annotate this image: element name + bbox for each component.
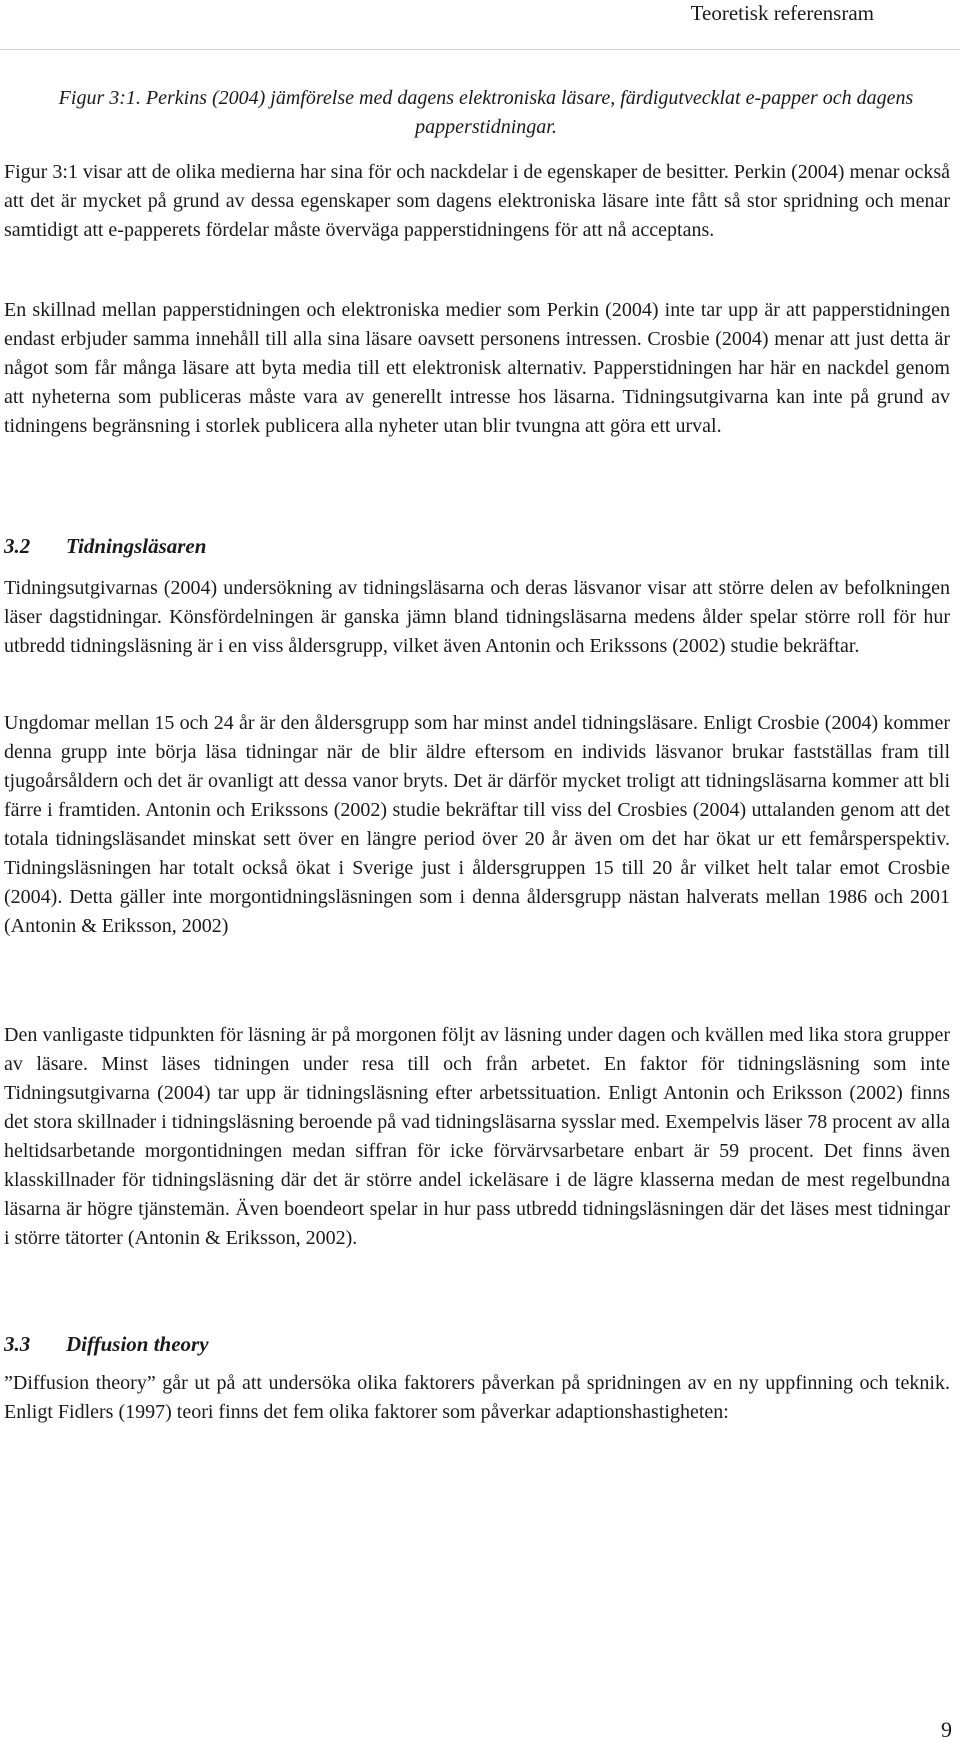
section-3-3-paragraph-1: ”Diffusion theory” går ut på att undersöka olika faktorers påverkan på spridningen av en ny uppfinning och teknik. Enligt Fidlers (1997) teori finns det fem olika faktorer som påverkar adaptionshastigheten: xyxy=(4,1372,950,1423)
section-3-2-paragraph-2: Ungdomar mellan 15 och 24 år är den åldersgrupp som har minst andel tidningsläsare. Enligt Crosbie (2004) kommer denna grupp inte börja läsa tidningar när de blir äldre eftersom en individs läsvanor brukar fastställas fram till tjugoårsåldern och det är ovanligt att dessa vanor bryts. Det är därför mycket troligt att tidningsläsarna kommer att bli färre i framtiden. Antonin och Erikssons (2002) studie bekräftar till viss del Crosbies (2004) uttalanden genom att det totala tidningsläsandet minskat sett över en längre period över 20 år även om det har ökat ur ett femårsperspektiv. Tidningsläsningen har totalt också ökat i Sverige just i åldersgruppen 15 till 20 år vilket helt talar emot Crosbie (2004). Detta gäller inte morgontidningsläsningen som i denna åldersgrupp nästan halverats mellan 1986 och 2001 (Antonin & Eriksson, 2002) xyxy=(4,712,950,937)
section-3-2-paragraph-1-block xyxy=(4,574,950,661)
running-header: Teoretisk referensram xyxy=(690,1,874,25)
section-3-3-paragraph-1-block xyxy=(4,1369,950,1427)
section-3-2-paragraph-3: Den vanligaste tidpunkten för läsning är på morgonen följt av läsning under dagen och kvällen med lika stora grupper av läsare. Minst läses tidningen under resa till och från arbetet. En faktor för tidningsläsning som inte Tidningsutgivarna (2004) tar upp är tidningsläsning efter arbetssituation. Enligt Antonin och Eriksson (2002) finns det stora skillnader i tidningsläsning beroende på vad tidningsläsarna sysslar med. Exempelvis läser 78 procent av alla heltidsarbetande morgontidningen medan siffran för icke förvärvsarbetare enbart är 59 procent. Det finns även klasskillnader för tidningsläsning där det är större andel ickeläsare i de lägre klasserna medan de mest regelbundna läsarna är högre tjänstemän. Även boendeort spelar in hur pass utbredd tidningsläsningen där det läses mest tidningar i större tätorter (Antonin & Eriksson, 2002). xyxy=(4,1024,950,1249)
section-number: 3.3 xyxy=(4,1332,31,1356)
figure-caption: Figur 3:1. Perkins (2004) jämförelse med dagens elektroniska läsare, färdigutvecklat e-papper och dagens papperstidningar. xyxy=(58,87,914,138)
header-divider xyxy=(0,49,960,50)
section-number: 3.2 xyxy=(4,534,31,558)
intro-paragraph-2-block xyxy=(4,296,950,441)
intro-paragraph-2: En skillnad mellan papperstidningen och elektroniska medier som Perkin (2004) inte tar upp är att papperstidningen endast erbjuder samma innehåll till alla sina läsare oavsett personens intressen. Crosbie (2004) menar att just detta är något som får många läsare att byta media till ett elektronisk alternativ. Papperstidningen har här en nackdel genom att nyheterna som publiceras måste vara av generellt intresse hos läsarna. Tidningsutgivarna kan inte på grund av tidningens begränsning i storlek publicera alla nyheter utan blir tvungna att göra ett urval. xyxy=(4,299,950,437)
page-number: 9 xyxy=(941,1717,952,1742)
section-3-3-heading xyxy=(4,1330,209,1358)
section-title: Tidningsläsaren xyxy=(66,534,207,558)
section-title: Diffusion theory xyxy=(66,1332,209,1356)
section-3-2-paragraph-3-block xyxy=(4,1021,950,1253)
intro-paragraph-1: Figur 3:1 visar att de olika medierna har sina för och nackdelar i de egenskaper de besitter. Perkin (2004) menar också att det är mycket på grund av dessa egenskaper som dagens elektroniska läsare inte fått så stor spridning och menar samtidigt att e-papperets fördelar måste överväga papperstidningens för att nå acceptans. xyxy=(4,161,950,241)
section-3-2-heading xyxy=(4,532,206,560)
intro-paragraph-1-block xyxy=(4,158,950,245)
section-3-2-paragraph-2-block xyxy=(4,709,950,941)
section-3-2-paragraph-1: Tidningsutgivarnas (2004) undersökning av tidningsläsarna och deras läsvanor visar att större delen av befolkningen läser dagstidningar. Könsfördelningen är ganska jämn bland tidningsläsarna medens ålder spelar större roll för hur utbredd tidningsläsning är i en viss åldersgrupp, vilket även Antonin och Erikssons (2002) studie bekräftar. xyxy=(4,577,950,657)
